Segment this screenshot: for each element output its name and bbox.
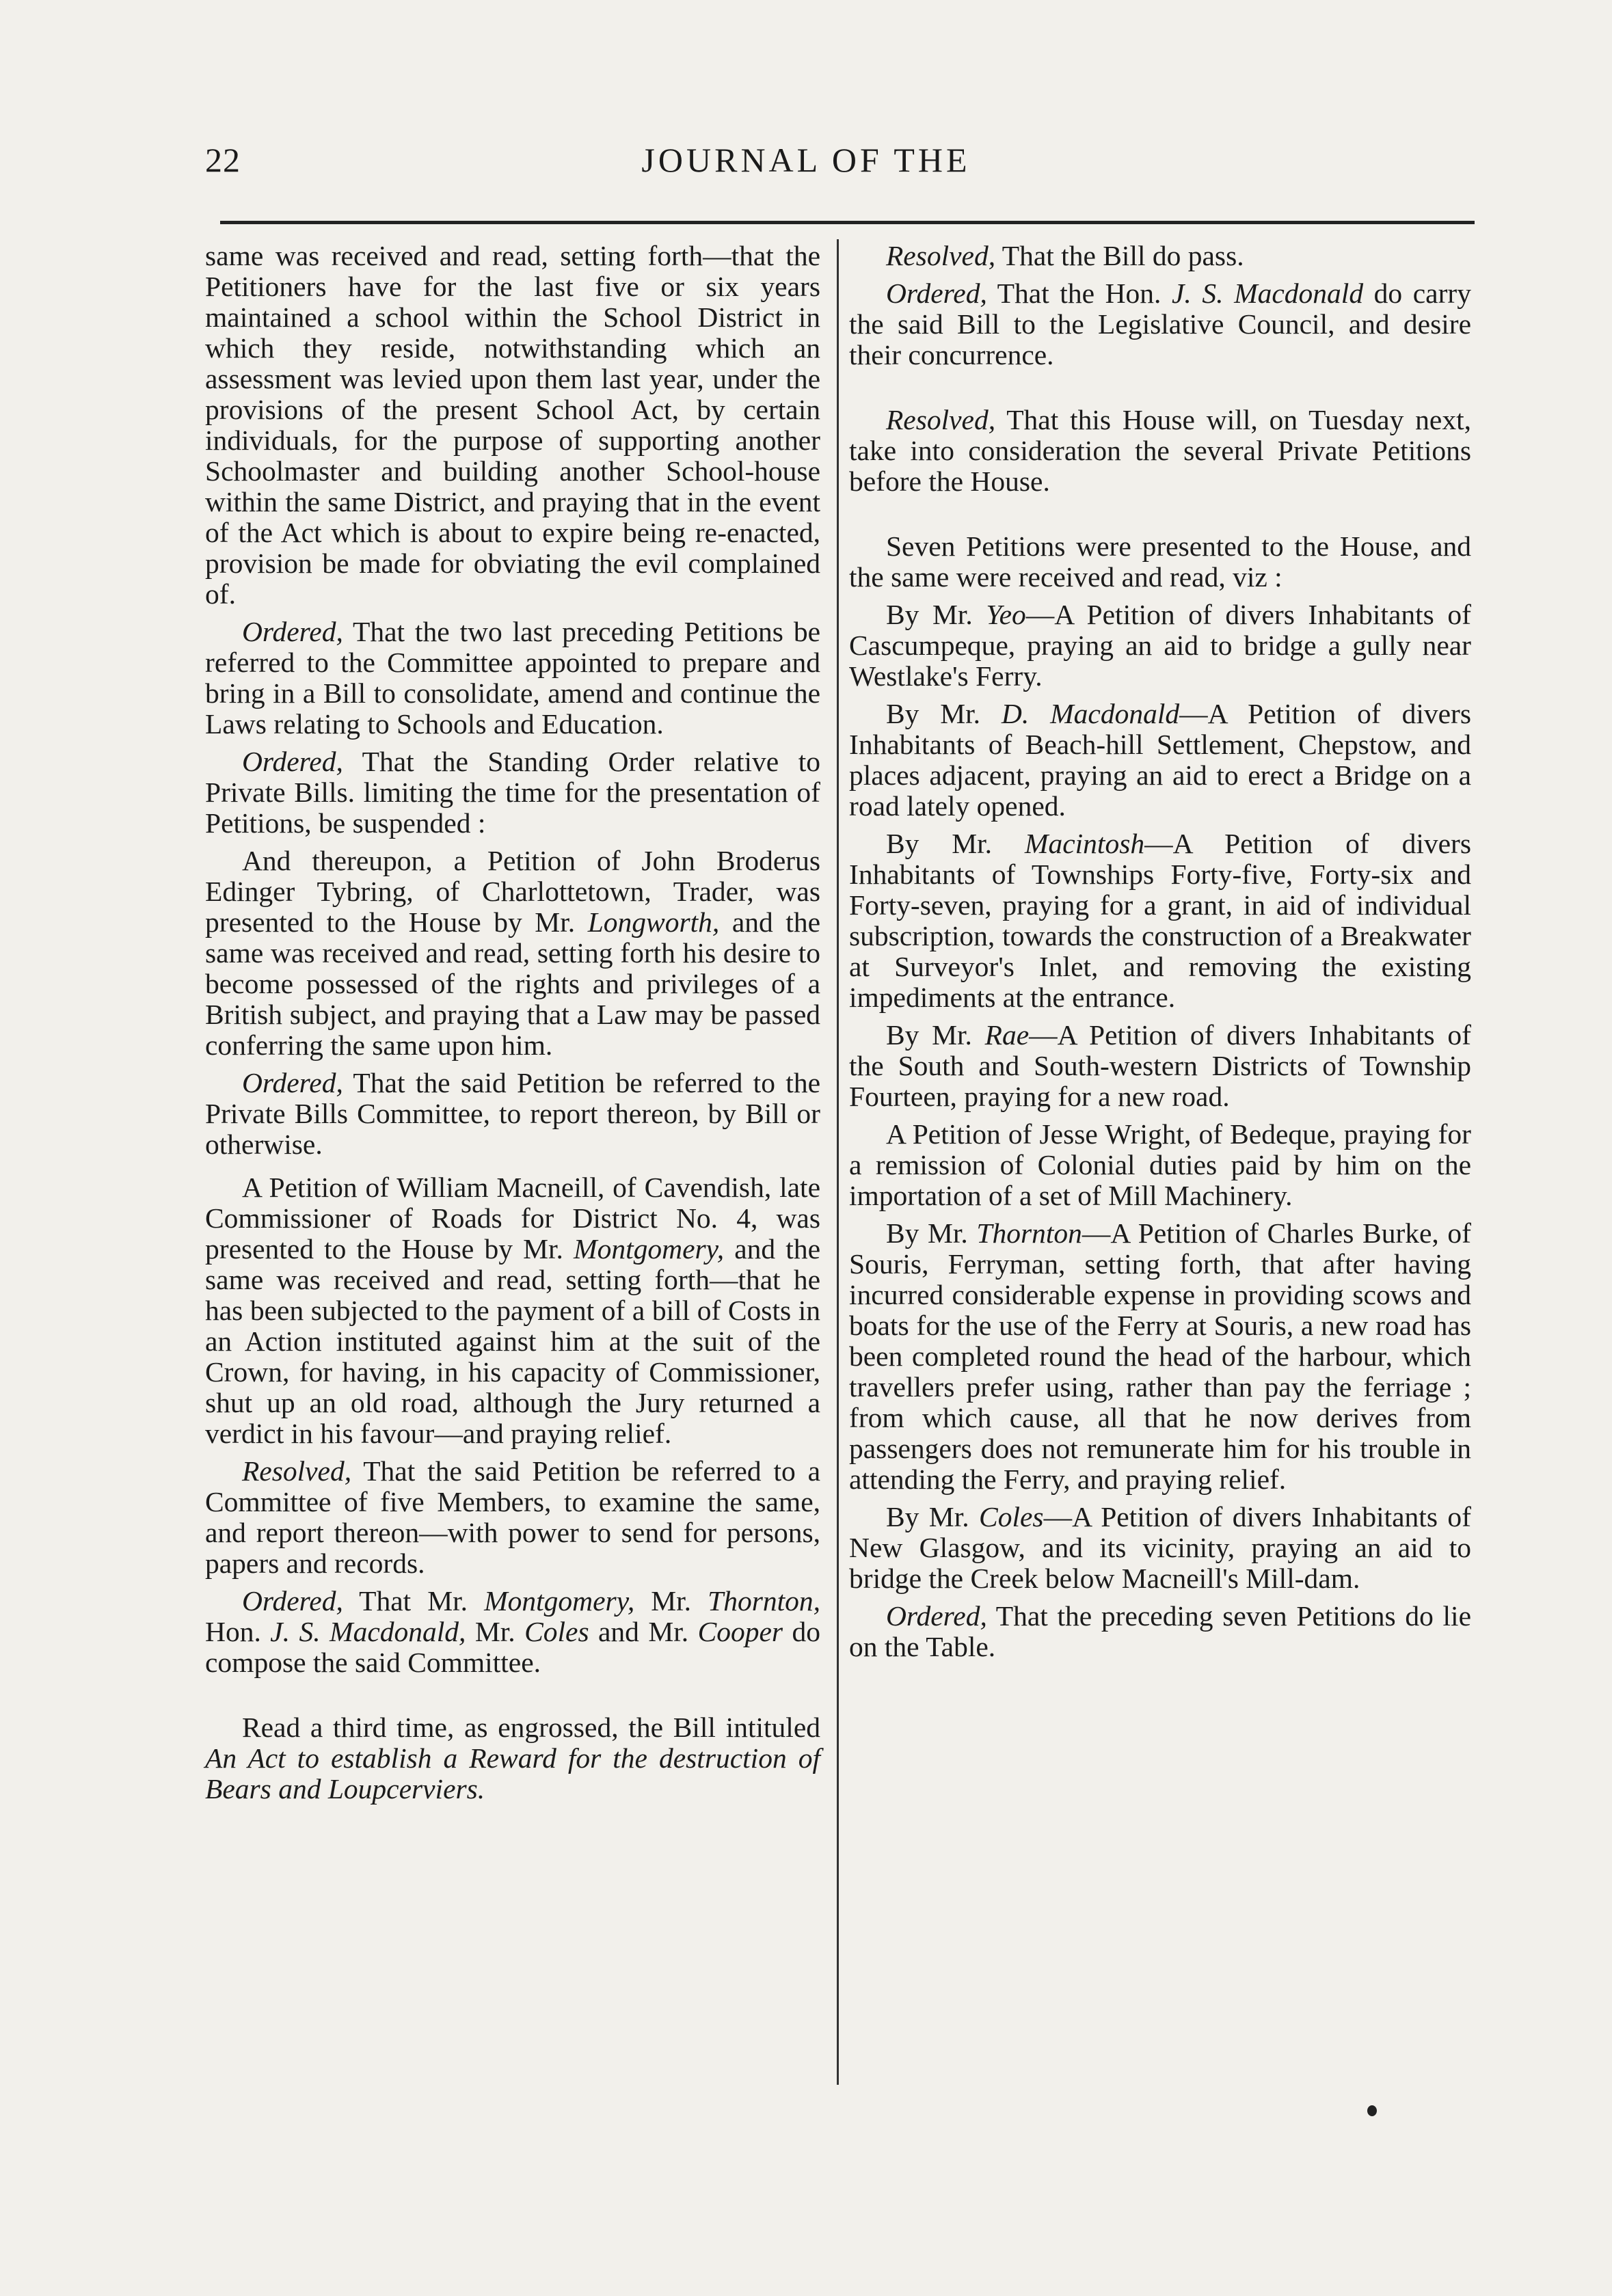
header-rule xyxy=(220,221,1475,224)
paragraph: By Mr. Yeo—A Petition of divers Inhabitants of Cascumpeque, praying an aid to bridge a gully near Westlake's Ferry. xyxy=(849,599,1471,692)
paragraph: And thereupon, a Petition of John Broderus Edinger Tybring, of Charlottetown, Trader, was presented to the House by Mr. Longworth, and the same was received and read, setting forth his desire to become possessed of the rights and privileges of a British subject, and praying that a Law may be passed conferring the same upon him. xyxy=(205,845,820,1061)
running-head: JOURNAL OF THE xyxy=(641,141,971,179)
paragraph: Seven Petitions were presented to the House, and the same were received and read, viz : xyxy=(849,530,1471,593)
paragraph: Ordered, That the two last preceding Petitions be referred to the Committee appointed to prepare and bring in a Bill to consolidate, amend and continue the Laws relating to Schools and Education. xyxy=(205,616,820,740)
paragraph: A Petition of Jesse Wright, of Bedeque, praying for a remission of Colonial duties paid by him on the importation of a set of Mill Machinery. xyxy=(849,1118,1471,1211)
paragraph: Ordered, That the Standing Order relative to Private Bills. limiting the time for the presentation of Petitions, be suspended : xyxy=(205,746,820,839)
paragraph: Ordered, That Mr. Montgomery, Mr. Thornton, Hon. J. S. Macdonald, Mr. Coles and Mr. Cooper do compose the said Committee. xyxy=(205,1585,820,1678)
paragraph: By Mr. D. Macdonald—A Petition of divers Inhabitants of Beach-hill Settlement, Chepstow, and places adjacent, praying an aid to erect a Bridge on a road lately opened. xyxy=(849,698,1471,822)
paragraph: Ordered, That the said Petition be referred to the Private Bills Committee, to report thereon, by Bill or otherwise. xyxy=(205,1067,820,1160)
paragraph: By Mr. Rae—A Petition of divers Inhabitants of the South and South-western Districts of Township Fourteen, praying for a new road. xyxy=(849,1019,1471,1112)
paragraph: Ordered, That the Hon. J. S. Macdonald do carry the said Bill to the Legislative Council, and desire their concurrence. xyxy=(849,278,1471,370)
paragraph: Resolved, That the said Petition be referred to a Committee of five Members, to examine the same, and report thereon—with power to send for persons, papers and records. xyxy=(205,1455,820,1579)
left-column xyxy=(205,241,820,1805)
paragraph: Resolved, That the Bill do pass. xyxy=(885,240,1244,271)
paragraph: By Mr. Thornton—A Petition of Charles Burke, of Souris, Ferryman, setting forth, that after having incurred considerable expense in providing scows and boats for the use of the Ferry at Souris, a new road has been completed round the head of the harbour, which travellers prefer using, rather than pay the ferriage ; from which cause, all that he now derives from passengers does not remunerate him for his trouble in attending the Ferry, and praying relief. xyxy=(849,1217,1471,1495)
paragraph: A Petition of William Macneill, of Cavendish, late Commissioner of Roads for District No. 4, was presented to the House by Mr. Montgomery, and the same was received and read, setting forth—that he has been subjected to the payment of a bill of Costs in an Action instituted against him at the suit of the Crown, for having, in his capacity of Commissioner, shut up an old road, although the Jury returned a verdict in his favour—and praying relief. xyxy=(205,1172,820,1449)
right-column xyxy=(849,241,1471,1662)
page-number: 22 xyxy=(205,141,241,179)
paragraph: By Mr. Coles—A Petition of divers Inhabitants of New Glasgow, and its vicinity, praying an aid to bridge the Creek below Macneill's Mill-dam. xyxy=(849,1501,1471,1594)
paragraph: By Mr. Macintosh—A Petition of divers Inhabitants of Townships Forty-five, Forty-six and Forty-seven, praying for a grant, in aid of individual subscription, towards the construction of a Breakwater at Surveyor's Inlet, and removing the existing impediments at the entrance. xyxy=(849,828,1471,1013)
paragraph: Resolved, That this House will, on Tuesday next, take into consideration the several Private Petitions before the House. xyxy=(849,404,1471,497)
page-header xyxy=(0,140,1612,195)
paragraph: Ordered, That the preceding seven Petitions do lie on the Table. xyxy=(849,1600,1471,1662)
paragraph: Read a third time, as engrossed, the Bill intituled An Act to establish a Reward for the destruction of Bears and Loupcerviers. xyxy=(205,1712,820,1805)
column-divider xyxy=(837,239,839,2085)
ink-dot xyxy=(1367,2105,1377,2116)
paragraph: same was received and read, setting forth—that the Petitioners have for the last five or six years maintained a school within the School District in which they reside, notwithstanding which an assessment was levied upon them last year, under the provisions of the present School Act, by certain individuals, for the purpose of supporting another Schoolmaster and building another School-house within the same District, and praying that in the event of the Act which is about to expire being re-enacted, provision be made for obviating the evil complained of. xyxy=(205,240,820,610)
